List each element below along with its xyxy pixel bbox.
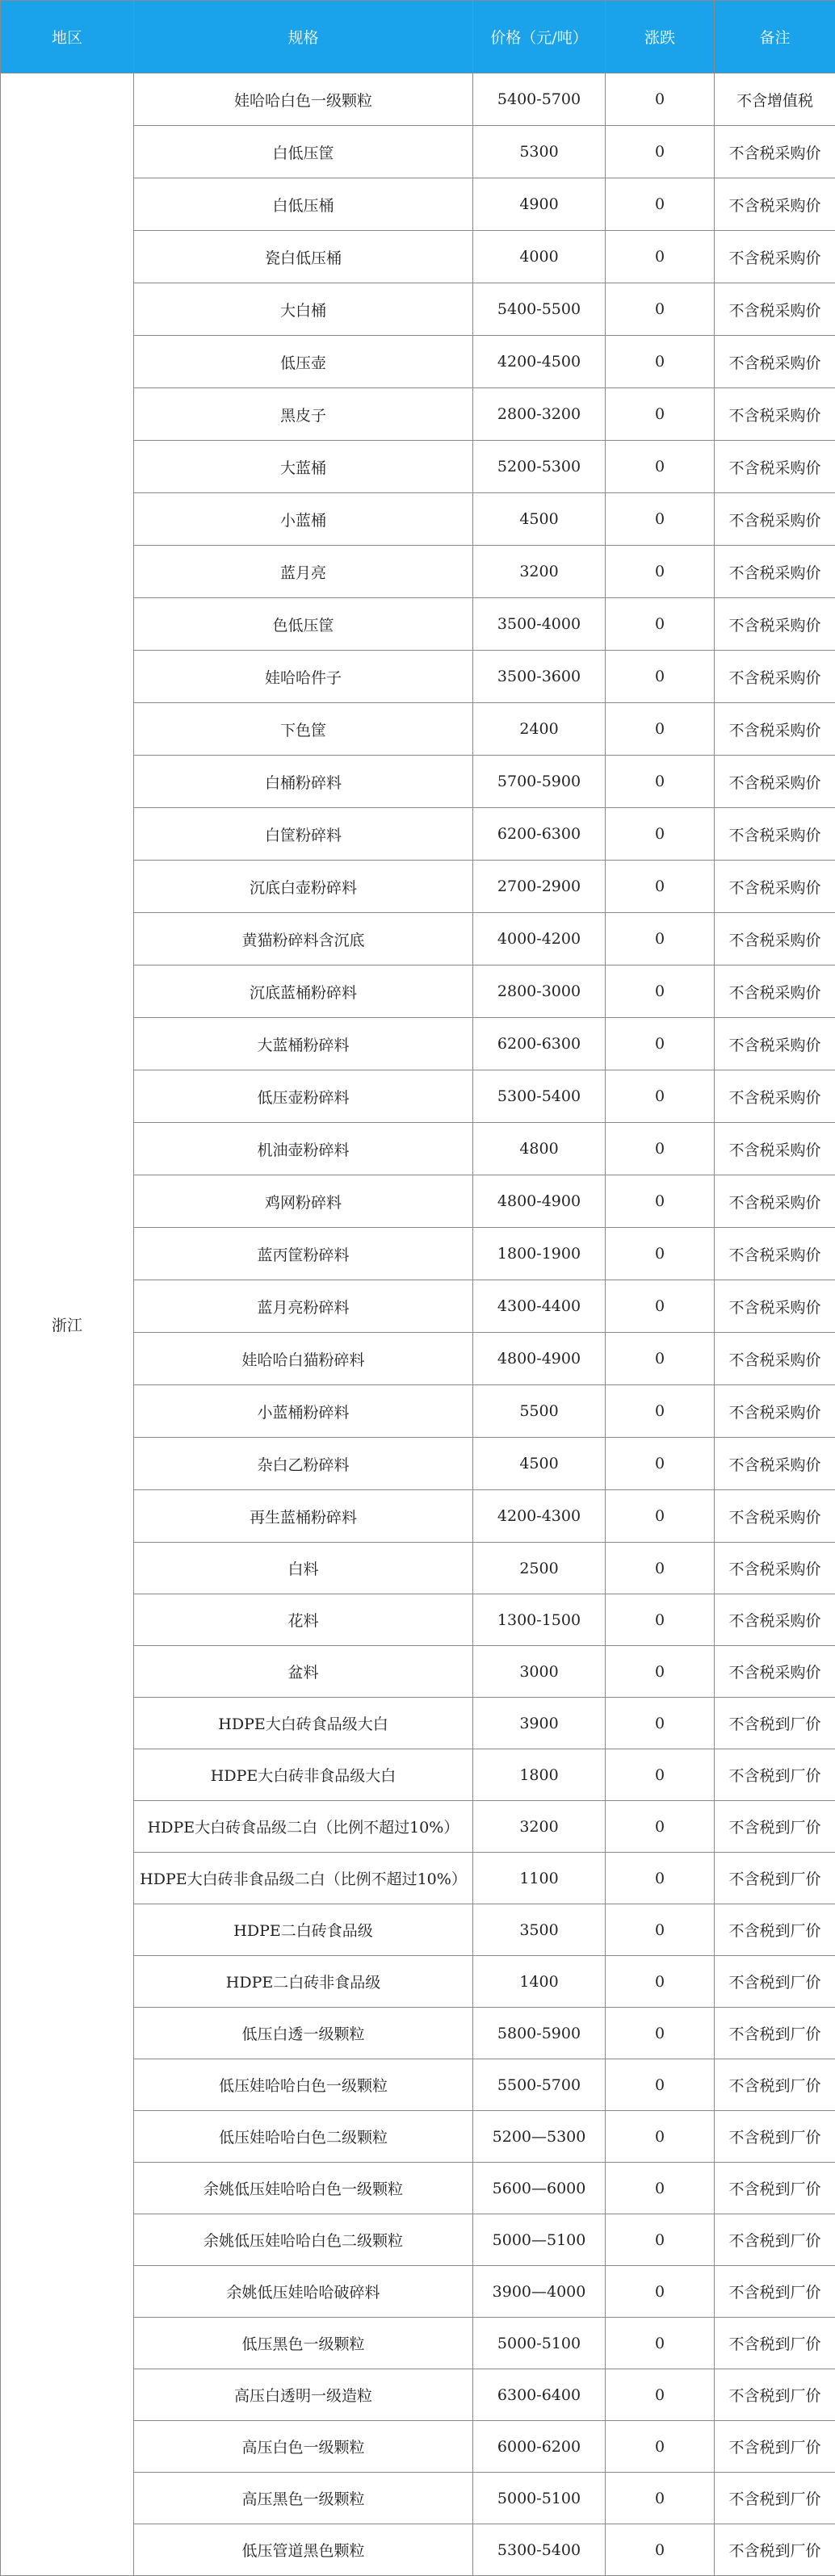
change-cell: 0 xyxy=(606,651,715,703)
change-cell: 0 xyxy=(606,2059,715,2111)
note-cell: 不含税到厂价 xyxy=(715,2163,835,2214)
note-cell: 不含税到厂价 xyxy=(715,2473,835,2524)
spec-cell: 高压白色一级颗粒 xyxy=(134,2421,473,2473)
change-cell: 0 xyxy=(606,2369,715,2421)
note-cell: 不含税到厂价 xyxy=(715,2421,835,2473)
change-cell: 0 xyxy=(606,2008,715,2059)
price-cell: 2700-2900 xyxy=(473,861,606,913)
change-cell: 0 xyxy=(606,2214,715,2266)
note-cell: 不含税采购价 xyxy=(715,493,835,546)
price-cell: 1800-1900 xyxy=(473,1228,606,1280)
spec-cell: 白料 xyxy=(134,1543,473,1594)
spec-cell: 低压管道黑色颗粒 xyxy=(134,2524,473,2576)
note-cell: 不含税采购价 xyxy=(715,178,835,231)
spec-cell: 黑皮子 xyxy=(134,388,473,441)
note-cell: 不含税到厂价 xyxy=(715,1853,835,1904)
spec-cell: 白桶粉碎料 xyxy=(134,756,473,808)
spec-cell: 余姚低压娃哈哈白色二级颗粒 xyxy=(134,2214,473,2266)
change-cell: 0 xyxy=(606,493,715,546)
spec-cell: 花料 xyxy=(134,1594,473,1646)
change-cell: 0 xyxy=(606,1594,715,1646)
price-cell: 3500 xyxy=(473,1904,606,1956)
note-cell: 不含税采购价 xyxy=(715,336,835,388)
change-cell: 0 xyxy=(606,1853,715,1904)
spec-cell: 沉底蓝桶粉碎料 xyxy=(134,965,473,1018)
note-cell: 不含税采购价 xyxy=(715,1594,835,1646)
change-cell: 0 xyxy=(606,598,715,651)
price-cell: 4800 xyxy=(473,1123,606,1175)
price-cell: 3000 xyxy=(473,1646,606,1698)
price-cell: 6200-6300 xyxy=(473,1018,606,1070)
change-cell: 0 xyxy=(606,1070,715,1123)
spec-cell: 高压白透明一级造粒 xyxy=(134,2369,473,2421)
price-cell: 3200 xyxy=(473,546,606,598)
price-cell: 5800-5900 xyxy=(473,2008,606,2059)
note-cell: 不含税采购价 xyxy=(715,441,835,493)
change-cell: 0 xyxy=(606,283,715,336)
spec-cell: 娃哈哈件子 xyxy=(134,651,473,703)
note-cell: 不含税到厂价 xyxy=(715,1956,835,2008)
price-cell: 5500-5700 xyxy=(473,2059,606,2111)
change-cell: 0 xyxy=(606,1490,715,1543)
price-cell: 5700-5900 xyxy=(473,756,606,808)
note-cell: 不含增值税 xyxy=(715,73,835,126)
price-cell: 3200 xyxy=(473,1801,606,1853)
change-cell: 0 xyxy=(606,546,715,598)
change-cell: 0 xyxy=(606,2473,715,2524)
header-spec: 规格 xyxy=(134,1,473,73)
change-cell: 0 xyxy=(606,1280,715,1333)
note-cell: 不含税到厂价 xyxy=(715,1749,835,1801)
note-cell: 不含税采购价 xyxy=(715,1070,835,1123)
note-cell: 不含税采购价 xyxy=(715,756,835,808)
note-cell: 不含税到厂价 xyxy=(715,2214,835,2266)
spec-cell: 蓝月亮 xyxy=(134,546,473,598)
spec-cell: 余姚低压娃哈哈破碎料 xyxy=(134,2266,473,2318)
price-cell: 6000-6200 xyxy=(473,2421,606,2473)
change-cell: 0 xyxy=(606,1333,715,1385)
note-cell: 不含税到厂价 xyxy=(715,2318,835,2369)
change-cell: 0 xyxy=(606,388,715,441)
spec-cell: 小蓝桶 xyxy=(134,493,473,546)
price-cell: 5000-5100 xyxy=(473,2473,606,2524)
change-cell: 0 xyxy=(606,1438,715,1490)
spec-cell: 低压黑色一级颗粒 xyxy=(134,2318,473,2369)
price-cell: 4800-4900 xyxy=(473,1333,606,1385)
note-cell: 不含税采购价 xyxy=(715,1280,835,1333)
spec-cell: 蓝丙筐粉碎料 xyxy=(134,1228,473,1280)
price-cell: 1400 xyxy=(473,1956,606,2008)
note-cell: 不含税采购价 xyxy=(715,1438,835,1490)
price-cell: 5400-5700 xyxy=(473,73,606,126)
change-cell: 0 xyxy=(606,178,715,231)
note-cell: 不含税采购价 xyxy=(715,283,835,336)
price-cell: 5500 xyxy=(473,1385,606,1438)
change-cell: 0 xyxy=(606,1801,715,1853)
spec-cell: 低压娃哈哈白色一级颗粒 xyxy=(134,2059,473,2111)
table-body xyxy=(1,73,835,2576)
header-region: 地区 xyxy=(1,1,134,73)
spec-cell: 杂白乙粉碎料 xyxy=(134,1438,473,1490)
note-cell: 不含税采购价 xyxy=(715,913,835,965)
note-cell: 不含税采购价 xyxy=(715,1175,835,1228)
price-cell: 3500-4000 xyxy=(473,598,606,651)
spec-cell: 余姚低压娃哈哈白色一级颗粒 xyxy=(134,2163,473,2214)
price-cell: 4500 xyxy=(473,1438,606,1490)
note-cell: 不含税采购价 xyxy=(715,808,835,861)
change-cell: 0 xyxy=(606,2266,715,2318)
price-cell: 2800-3200 xyxy=(473,388,606,441)
spec-cell: 瓷白低压桶 xyxy=(134,231,473,283)
price-cell: 3500-3600 xyxy=(473,651,606,703)
price-cell: 6300-6400 xyxy=(473,2369,606,2421)
note-cell: 不含税到厂价 xyxy=(715,2369,835,2421)
change-cell: 0 xyxy=(606,1904,715,1956)
change-cell: 0 xyxy=(606,1018,715,1070)
spec-cell: 白筐粉碎料 xyxy=(134,808,473,861)
price-cell: 4200-4300 xyxy=(473,1490,606,1543)
change-cell: 0 xyxy=(606,73,715,126)
region-cell: 浙江 xyxy=(1,73,134,2576)
spec-cell: 娃哈哈白猫粉碎料 xyxy=(134,1333,473,1385)
spec-cell: 机油壶粉碎料 xyxy=(134,1123,473,1175)
change-cell: 0 xyxy=(606,336,715,388)
change-cell: 0 xyxy=(606,2163,715,2214)
price-cell: 3900 xyxy=(473,1698,606,1749)
price-cell: 4000-4200 xyxy=(473,913,606,965)
price-cell: 5300-5400 xyxy=(473,1070,606,1123)
spec-cell: HDPE大白砖食品级二白（比例不超过10%） xyxy=(134,1801,473,1853)
note-cell: 不含税到厂价 xyxy=(715,2008,835,2059)
price-cell: 5200-5300 xyxy=(473,441,606,493)
price-cell: 5400-5500 xyxy=(473,283,606,336)
spec-cell: 沉底白壶粉碎料 xyxy=(134,861,473,913)
change-cell: 0 xyxy=(606,965,715,1018)
spec-cell: 盆料 xyxy=(134,1646,473,1698)
note-cell: 不含税到厂价 xyxy=(715,1904,835,1956)
change-cell: 0 xyxy=(606,1175,715,1228)
price-cell: 5300 xyxy=(473,126,606,178)
spec-cell: 高压黑色一级颗粒 xyxy=(134,2473,473,2524)
price-cell: 4000 xyxy=(473,231,606,283)
change-cell: 0 xyxy=(606,808,715,861)
spec-cell: 低压娃哈哈白色二级颗粒 xyxy=(134,2111,473,2163)
change-cell: 0 xyxy=(606,1646,715,1698)
spec-cell: 蓝月亮粉碎料 xyxy=(134,1280,473,1333)
change-cell: 0 xyxy=(606,441,715,493)
price-cell: 5200—5300 xyxy=(473,2111,606,2163)
spec-cell: HDPE二白砖食品级 xyxy=(134,1904,473,1956)
change-cell: 0 xyxy=(606,1385,715,1438)
note-cell: 不含税采购价 xyxy=(715,1543,835,1594)
price-cell: 5600—6000 xyxy=(473,2163,606,2214)
change-cell: 0 xyxy=(606,1698,715,1749)
price-cell: 5000-5100 xyxy=(473,2318,606,2369)
note-cell: 不含税采购价 xyxy=(715,651,835,703)
spec-cell: HDPE二白砖非食品级 xyxy=(134,1956,473,2008)
header-note: 备注 xyxy=(715,1,835,73)
note-cell: 不含税采购价 xyxy=(715,1228,835,1280)
spec-cell: 大蓝桶 xyxy=(134,441,473,493)
change-cell: 0 xyxy=(606,1228,715,1280)
note-cell: 不含税采购价 xyxy=(715,1385,835,1438)
spec-cell: HDPE大白砖非食品级二白（比例不超过10%） xyxy=(134,1853,473,1904)
change-cell: 0 xyxy=(606,913,715,965)
spec-cell: 鸡网粉碎料 xyxy=(134,1175,473,1228)
spec-cell: HDPE大白砖食品级大白 xyxy=(134,1698,473,1749)
change-cell: 0 xyxy=(606,2421,715,2473)
spec-cell: 黄猫粉碎料含沉底 xyxy=(134,913,473,965)
spec-cell: 低压壶粉碎料 xyxy=(134,1070,473,1123)
note-cell: 不含税采购价 xyxy=(715,1018,835,1070)
change-cell: 0 xyxy=(606,1543,715,1594)
note-cell: 不含税到厂价 xyxy=(715,2524,835,2576)
price-cell: 6200-6300 xyxy=(473,808,606,861)
change-cell: 0 xyxy=(606,2318,715,2369)
note-cell: 不含税采购价 xyxy=(715,861,835,913)
price-cell: 5300-5400 xyxy=(473,2524,606,2576)
table-row xyxy=(1,73,835,126)
change-cell: 0 xyxy=(606,703,715,756)
price-cell: 4800-4900 xyxy=(473,1175,606,1228)
spec-cell: 白低压筐 xyxy=(134,126,473,178)
note-cell: 不含税采购价 xyxy=(715,703,835,756)
note-cell: 不含税采购价 xyxy=(715,1123,835,1175)
note-cell: 不含税采购价 xyxy=(715,598,835,651)
change-cell: 0 xyxy=(606,2111,715,2163)
price-cell: 4500 xyxy=(473,493,606,546)
spec-cell: 娃哈哈白色一级颗粒 xyxy=(134,73,473,126)
note-cell: 不含税采购价 xyxy=(715,1646,835,1698)
note-cell: 不含税采购价 xyxy=(715,965,835,1018)
change-cell: 0 xyxy=(606,231,715,283)
price-cell: 2400 xyxy=(473,703,606,756)
note-cell: 不含税采购价 xyxy=(715,546,835,598)
price-cell: 5000—5100 xyxy=(473,2214,606,2266)
change-cell: 0 xyxy=(606,756,715,808)
spec-cell: 低压白透一级颗粒 xyxy=(134,2008,473,2059)
price-cell: 1300-1500 xyxy=(473,1594,606,1646)
note-cell: 不含税到厂价 xyxy=(715,1801,835,1853)
spec-cell: 下色筐 xyxy=(134,703,473,756)
table-header-row xyxy=(1,1,835,73)
note-cell: 不含税采购价 xyxy=(715,231,835,283)
spec-cell: 小蓝桶粉碎料 xyxy=(134,1385,473,1438)
spec-cell: 再生蓝桶粉碎料 xyxy=(134,1490,473,1543)
change-cell: 0 xyxy=(606,2524,715,2576)
price-cell: 3900—4000 xyxy=(473,2266,606,2318)
price-cell: 4200-4500 xyxy=(473,336,606,388)
note-cell: 不含税采购价 xyxy=(715,1490,835,1543)
header-change: 涨跌 xyxy=(606,1,715,73)
change-cell: 0 xyxy=(606,861,715,913)
note-cell: 不含税到厂价 xyxy=(715,2111,835,2163)
price-cell: 4300-4400 xyxy=(473,1280,606,1333)
change-cell: 0 xyxy=(606,126,715,178)
note-cell: 不含税到厂价 xyxy=(715,1698,835,1749)
note-cell: 不含税采购价 xyxy=(715,1333,835,1385)
note-cell: 不含税到厂价 xyxy=(715,2266,835,2318)
note-cell: 不含税采购价 xyxy=(715,388,835,441)
spec-cell: 低压壶 xyxy=(134,336,473,388)
spec-cell: 白低压桶 xyxy=(134,178,473,231)
price-cell: 1800 xyxy=(473,1749,606,1801)
note-cell: 不含税到厂价 xyxy=(715,2059,835,2111)
change-cell: 0 xyxy=(606,1123,715,1175)
note-cell: 不含税采购价 xyxy=(715,126,835,178)
price-cell: 4900 xyxy=(473,178,606,231)
spec-cell: 色低压筐 xyxy=(134,598,473,651)
change-cell: 0 xyxy=(606,1749,715,1801)
change-cell: 0 xyxy=(606,1956,715,2008)
spec-cell: 大白桶 xyxy=(134,283,473,336)
price-cell: 2500 xyxy=(473,1543,606,1594)
header-price: 价格（元/吨） xyxy=(473,1,606,73)
spec-cell: 大蓝桶粉碎料 xyxy=(134,1018,473,1070)
price-cell: 1100 xyxy=(473,1853,606,1904)
price-cell: 2800-3000 xyxy=(473,965,606,1018)
spec-cell: HDPE大白砖非食品级大白 xyxy=(134,1749,473,1801)
